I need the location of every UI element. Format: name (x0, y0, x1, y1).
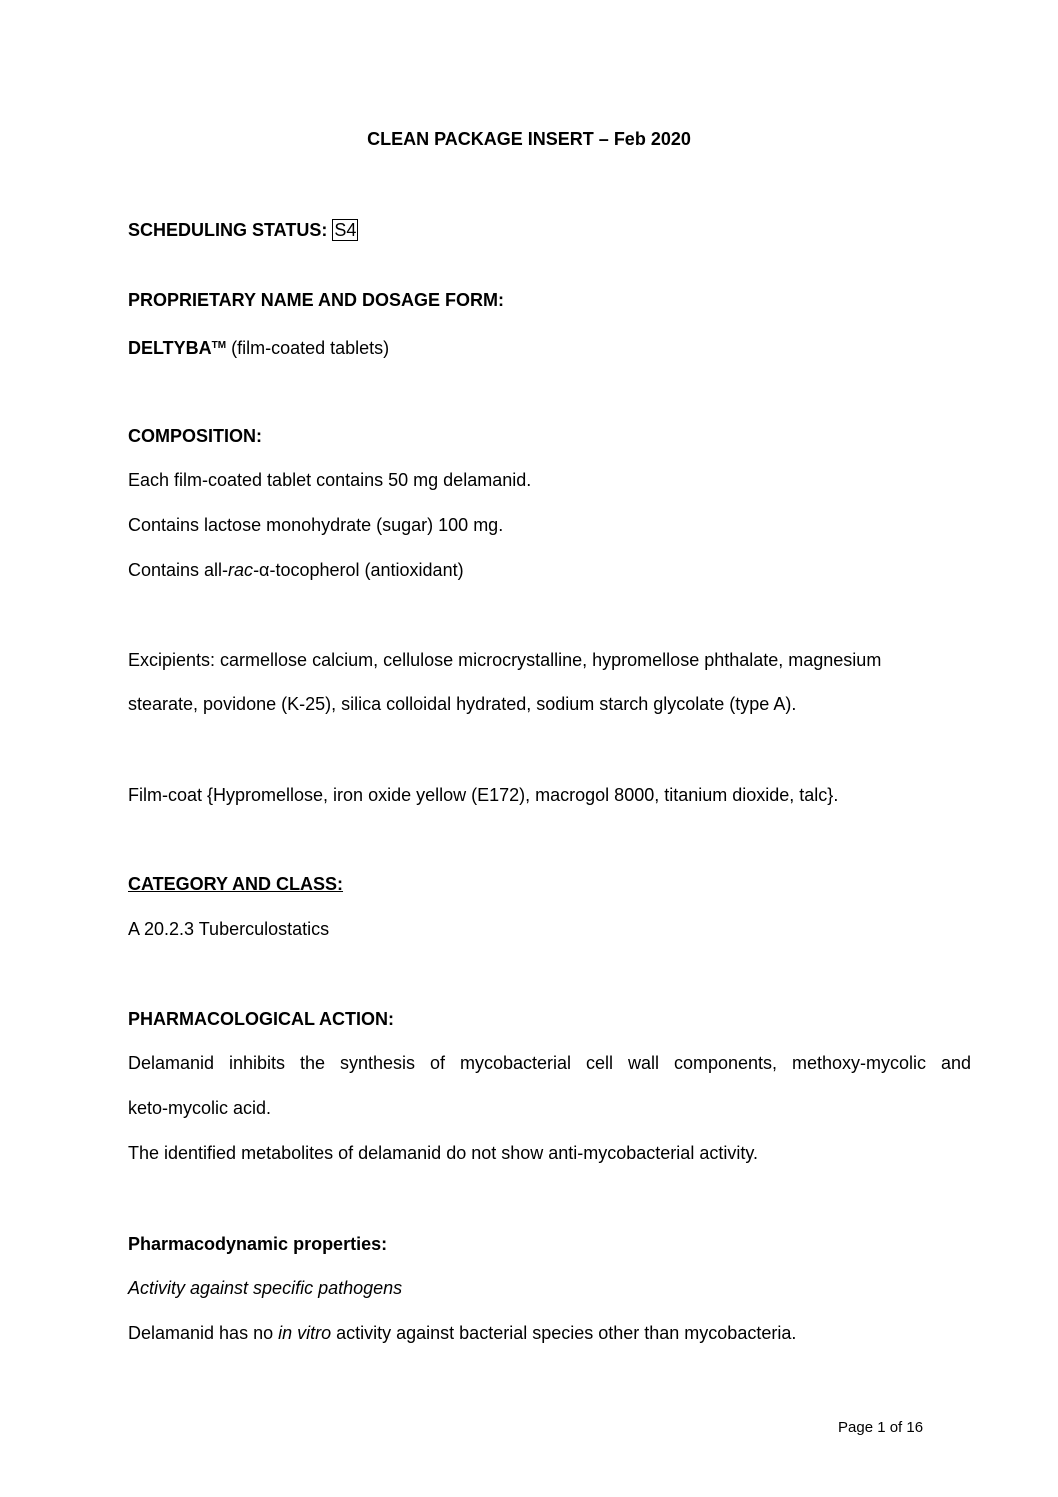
composition-line-3 (128, 559, 464, 581)
category-heading: CATEGORY AND CLASS: (128, 874, 344, 894)
pharmacodynamic-text-post: activity against bacterial species other than mycobacteria. (331, 1323, 797, 1343)
composition-line-3-pre: Contains all- (128, 560, 229, 580)
pharmacological-para-2: The identified metabolites of delamanid do not show anti-mycobacterial activity. (128, 1143, 758, 1163)
trademark-mark: TM (211, 340, 227, 351)
composition-line-3-post: -α-tocopherol (antioxidant) (253, 560, 464, 580)
pharmacodynamic-text-pre: Delamanid has no (128, 1323, 279, 1343)
excipients-line-1: Excipients: carmellose calcium, cellulose microcrystalline, hypromellose phthalate, magnesium (128, 650, 882, 670)
pharmacological-heading: PHARMACOLOGICAL ACTION: (128, 1009, 394, 1029)
product-name: DELTYBA (128, 338, 212, 358)
excipients-line-2: stearate, povidone (K-25), silica colloidal hydrated, sodium starch glycolate (type A). (128, 694, 797, 714)
pharmacodynamic-subheading: Activity against specific pathogens (128, 1278, 403, 1298)
proprietary-heading: PROPRIETARY NAME AND DOSAGE FORM: (128, 290, 505, 310)
scheduling-label: SCHEDULING STATUS: (128, 220, 328, 240)
pharmacodynamic-text (128, 1322, 796, 1344)
category-value: A 20.2.3 Tuberculostatics (128, 919, 330, 939)
page-title: CLEAN PACKAGE INSERT – Feb 2020 (367, 129, 691, 149)
pharmacological-para-1-line-1: Delamanid inhibits the synthesis of mycobacterial cell wall components, methoxy-mycolic and (128, 1053, 971, 1073)
composition-line-2: Contains lactose monohydrate (sugar) 100 mg. (128, 515, 504, 535)
dosage-form: (film-coated tablets) (226, 338, 390, 358)
pharmacological-para-1-line-2: keto-mycolic acid. (128, 1098, 272, 1118)
pharmacodynamic-text-italic: in vitro (278, 1323, 332, 1343)
page-number: Page 1 of 16 (838, 1419, 924, 1436)
composition-line-3-italic: rac (228, 560, 254, 580)
composition-heading: COMPOSITION: (128, 426, 262, 446)
proprietary-line (128, 335, 389, 359)
composition-line-1: Each film-coated tablet contains 50 mg delamanid. (128, 470, 532, 490)
film-coat-line: Film-coat {Hypromellose, iron oxide yellow (E172), macrogol 8000, titanium dioxide, talc}. (128, 785, 839, 805)
pharmacodynamic-heading: Pharmacodynamic properties: (128, 1234, 388, 1254)
scheduling-value-box: S4 (334, 220, 357, 240)
scheduling-status (128, 219, 358, 241)
